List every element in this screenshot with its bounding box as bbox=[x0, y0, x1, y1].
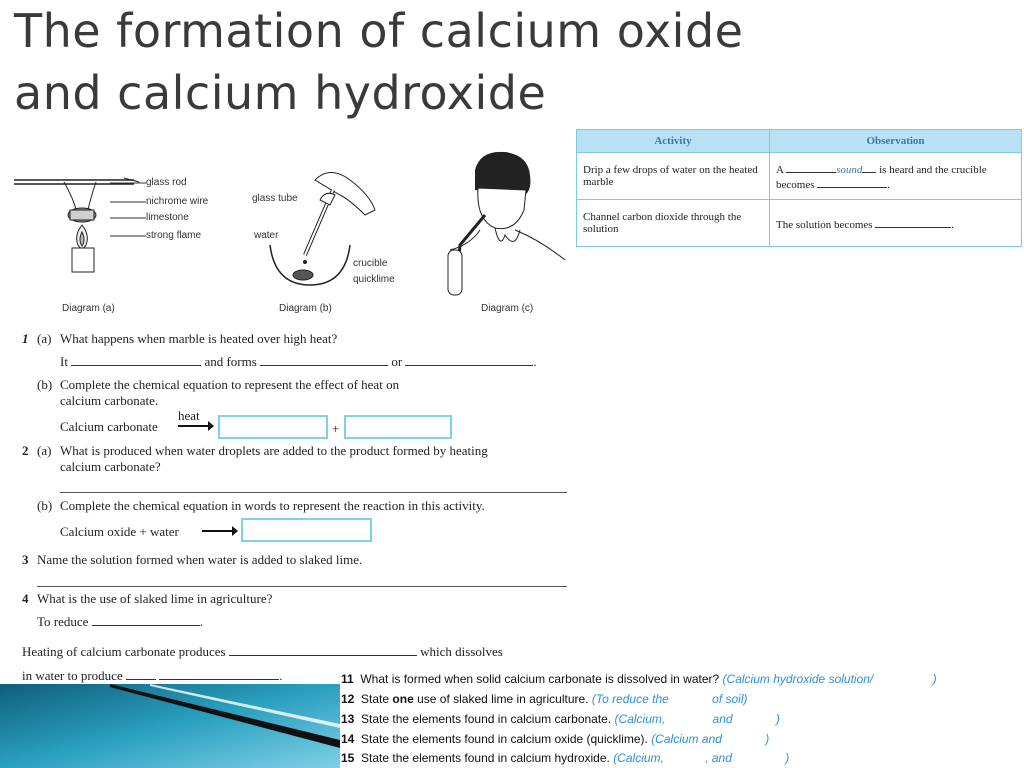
q11-text: What is formed when solid calcium carbonate is dissolved in water? bbox=[360, 672, 720, 686]
q1-eq-heat: heat bbox=[178, 408, 200, 423]
label-glass-rod: glass rod bbox=[146, 177, 187, 188]
q1b-text-1: Complete the chemical equation to represent the effect of heat on bbox=[60, 377, 400, 392]
label-glass-tube: glass tube bbox=[252, 193, 298, 204]
q11-number: 11 bbox=[341, 672, 354, 686]
q12-number: 12 bbox=[341, 692, 355, 706]
observation-table bbox=[576, 129, 1022, 247]
para-text-1a: Heating of calcium carbonate produces bbox=[22, 644, 226, 659]
q12-bold: one bbox=[392, 692, 414, 706]
q1a-or: or bbox=[391, 354, 403, 369]
q2-number: 2 bbox=[22, 443, 29, 458]
title-line-2: and calcium hydroxide bbox=[14, 66, 547, 120]
q3-answer-line[interactable] bbox=[37, 586, 567, 587]
q11-answer: (Calcium hydroxide solution/ bbox=[722, 672, 874, 686]
q1-answer-box-1[interactable] bbox=[218, 415, 328, 439]
q1-eq-left: Calcium carbonate bbox=[60, 419, 158, 434]
q1-number: 1 bbox=[22, 331, 29, 346]
q2a-text-2: calcium carbonate? bbox=[60, 459, 161, 474]
q12-pre: State bbox=[361, 692, 390, 706]
label-strong-flame: strong flame bbox=[146, 230, 202, 241]
q2b-label: (b) bbox=[37, 498, 53, 513]
question-15 bbox=[341, 751, 789, 765]
obs-post-text: is heard and the crucible becomes bbox=[776, 164, 987, 191]
q12-post: use of slaked lime in agriculture. bbox=[417, 692, 589, 706]
table-cell-observation: A sound is heard and the crucible becomes . bbox=[770, 153, 1022, 200]
table-row bbox=[577, 153, 1022, 200]
q1a-text: What happens when marble is heated over high heat? bbox=[60, 331, 338, 346]
table-cell-activity: Channel carbon dioxide through the solution bbox=[577, 200, 770, 247]
q14-text: State the elements found in calcium oxide (quicklime). bbox=[361, 732, 648, 746]
q14-answer-2: ) bbox=[765, 732, 770, 746]
q2-answer-box[interactable] bbox=[241, 518, 372, 542]
decorative-swoosh bbox=[0, 684, 340, 768]
label-water: water bbox=[254, 230, 279, 241]
q15-answer: (Calcium, bbox=[613, 751, 664, 765]
q1b-label: (b) bbox=[37, 377, 53, 392]
q15-answer-3: ) bbox=[785, 751, 790, 765]
table-cell-observation: The solution becomes . bbox=[770, 200, 1022, 247]
table-row bbox=[577, 200, 1022, 247]
obs-pre-text: A bbox=[776, 164, 784, 176]
q15-number: 15 bbox=[341, 751, 355, 765]
q1-answer-box-2[interactable] bbox=[344, 415, 452, 439]
diagram-c-illustration bbox=[440, 150, 570, 300]
q4-answer-line: To reduce . bbox=[37, 614, 203, 629]
table-header-activity: Activity bbox=[577, 130, 770, 153]
diagram-a-caption: Diagram (a) bbox=[62, 303, 115, 314]
q15-text: State the elements found in calcium hydroxide. bbox=[361, 751, 610, 765]
q13-answer-2: and bbox=[712, 712, 733, 726]
q1a-label: (a) bbox=[37, 331, 52, 346]
question-13 bbox=[341, 712, 780, 726]
page-title bbox=[14, 0, 1004, 124]
para-line-1 bbox=[22, 644, 503, 660]
q3-number: 3 bbox=[22, 552, 29, 567]
q2a-label: (a) bbox=[37, 443, 52, 458]
para-text-1b: which dissolves bbox=[420, 644, 503, 659]
q13-text: State the elements found in calcium carbonate. bbox=[361, 712, 612, 726]
question-14 bbox=[341, 732, 769, 746]
question-11 bbox=[341, 672, 937, 686]
q2a-text-1: What is produced when water droplets are added to the product formed by heating bbox=[60, 443, 488, 458]
q11-answer-close: ) bbox=[932, 672, 937, 686]
title-line-1: The formation of calcium oxide bbox=[14, 4, 744, 58]
q4-text: What is the use of slaked lime in agriculture? bbox=[37, 591, 273, 606]
q1a-and-forms: and forms bbox=[204, 354, 257, 369]
q12-answer-2: of soil) bbox=[712, 692, 748, 706]
para-line-2: in water to produce . bbox=[22, 668, 283, 683]
q4-to-reduce: To reduce bbox=[37, 614, 89, 629]
q4-number: 4 bbox=[22, 591, 29, 606]
label-quicklime: quicklime bbox=[353, 274, 395, 285]
q1a-it: It bbox=[60, 354, 68, 369]
q13-answer: (Calcium, bbox=[614, 712, 666, 726]
table-header-row bbox=[577, 130, 1022, 153]
label-limestone: limestone bbox=[146, 212, 189, 223]
q1a-line: It and forms or . bbox=[60, 354, 537, 369]
q14-number: 14 bbox=[341, 732, 355, 746]
q2-arrow-icon bbox=[202, 525, 238, 537]
table-header-observation: Observation bbox=[770, 130, 1022, 153]
q1-eq-plus: + bbox=[332, 421, 340, 436]
q1b-text-2: calcium carbonate. bbox=[60, 393, 159, 408]
q12-answer: (To reduce the bbox=[591, 692, 669, 706]
label-crucible: crucible bbox=[353, 258, 388, 269]
table-cell-activity: Drip a few drops of water on the heated marble bbox=[577, 153, 770, 200]
q15-answer-2: , and bbox=[705, 751, 732, 765]
diagram-a-leader-lines bbox=[110, 180, 148, 240]
q13-answer-3: ) bbox=[775, 712, 780, 726]
q14-answer: (Calcium and bbox=[651, 732, 722, 746]
q2b-text: Complete the chemical equation in words to represent the reaction in this activity. bbox=[60, 498, 485, 513]
q1-arrow-icon bbox=[178, 420, 214, 432]
para-text-2: in water to produce bbox=[22, 668, 123, 683]
q2-eq-left: Calcium oxide + water bbox=[60, 524, 179, 539]
obs-answer-sound: sound bbox=[836, 164, 863, 176]
q2a-answer-line[interactable] bbox=[60, 492, 567, 493]
diagram-c-caption: Diagram (c) bbox=[481, 303, 534, 314]
diagram-b-caption: Diagram (b) bbox=[279, 303, 332, 314]
obs-pre-text: The solution becomes bbox=[776, 218, 873, 231]
question-12 bbox=[341, 692, 748, 706]
q3-text: Name the solution formed when water is added to slaked lime. bbox=[37, 552, 363, 567]
q13-number: 13 bbox=[341, 712, 355, 726]
diagram-b-illustration bbox=[255, 160, 388, 290]
label-nichrome-wire: nichrome wire bbox=[146, 196, 209, 207]
